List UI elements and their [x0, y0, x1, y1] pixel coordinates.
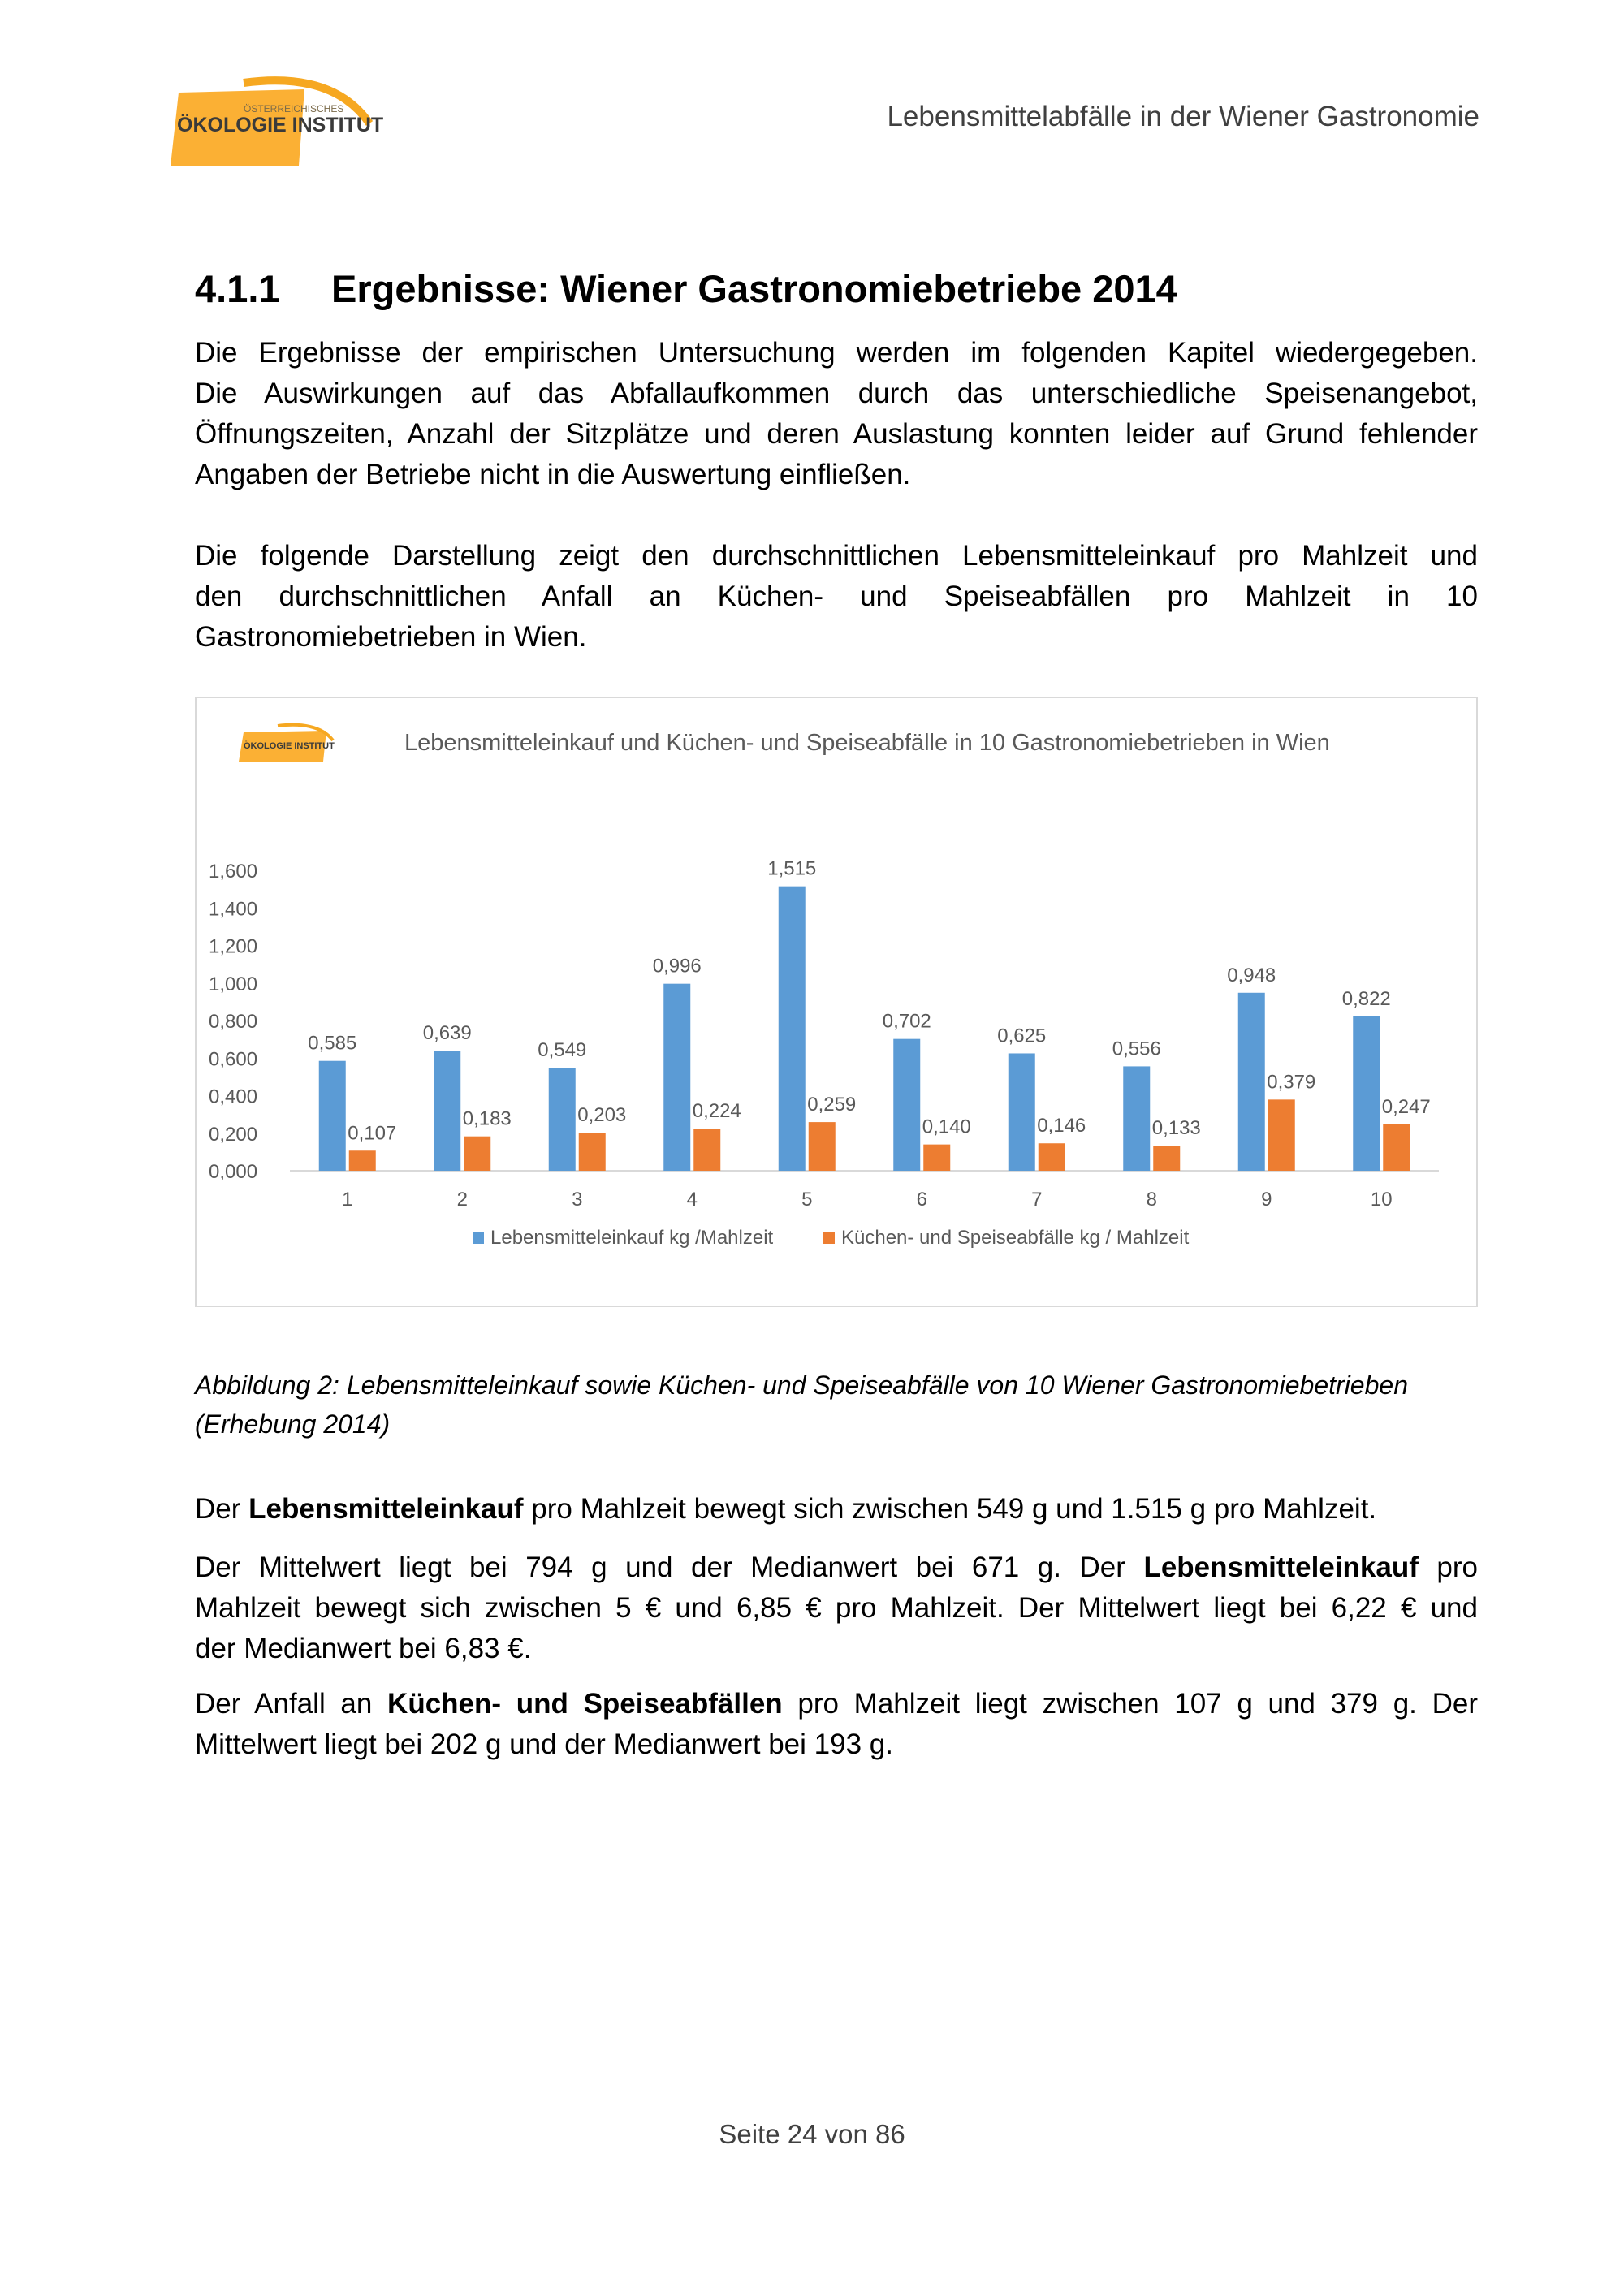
purchase-data-label: 1,515 — [767, 857, 817, 880]
caption-line: Abbildung 2: Lebensmitteleinkauf sowie Küchen- und Speiseabfälle von 10 Wiener Gastronomiebetrieben — [195, 1370, 1408, 1400]
chart-logo — [239, 725, 335, 762]
bar-chart — [197, 698, 1476, 1306]
waste-bar — [1268, 1099, 1295, 1171]
y-tick-label: 1,200 — [209, 935, 258, 958]
oekologie-institut-logo — [162, 75, 406, 172]
purchase-data-label: 0,556 — [1112, 1038, 1161, 1060]
bold-term: Lebensmitteleinkauf — [1143, 1552, 1419, 1583]
y-tick-label: 0,600 — [209, 1048, 258, 1071]
legend-swatch — [823, 1232, 835, 1244]
waste-bar — [464, 1137, 490, 1171]
waste-data-label: 0,140 — [922, 1116, 971, 1138]
paragraph-purchase-stats — [195, 1547, 1478, 1669]
chart-frame — [195, 697, 1478, 1307]
purchase-data-label: 0,996 — [652, 955, 702, 978]
waste-data-label: 0,247 — [1381, 1095, 1431, 1118]
purchase-data-label: 0,639 — [422, 1022, 472, 1045]
waste-data-label: 0,379 — [1267, 1071, 1316, 1094]
waste-data-label: 0,133 — [1151, 1117, 1201, 1140]
x-tick-label: 1 — [342, 1189, 353, 1211]
y-tick-label: 1,400 — [209, 898, 258, 921]
paragraph-line: Die Ergebnisse der empirischen Untersuchung werden im folgenden Kapitel wiedergegeben. — [195, 337, 1478, 369]
header-title: Lebensmittelabfälle in der Wiener Gastronomie — [887, 101, 1479, 132]
caption-line: (Erhebung 2014) — [195, 1409, 391, 1439]
purchase-bar — [549, 1068, 576, 1171]
bold-term: Küchen- und Speiseabfällen — [387, 1688, 783, 1720]
figure-caption — [195, 1366, 1502, 1444]
chart-legend — [473, 1227, 1190, 1249]
purchase-bar — [1238, 993, 1265, 1171]
purchase-data-label: 0,625 — [997, 1025, 1047, 1047]
legend-swatch — [473, 1232, 484, 1244]
logo-small-text: ÖSTERREICHISCHES — [244, 103, 344, 114]
chart-title: Lebensmitteleinkauf und Küchen- und Speiseabfälle in 10 Gastronomiebetrieben in Wien — [404, 730, 1330, 756]
legend-label: Lebensmitteleinkauf kg /Mahlzeit — [490, 1227, 774, 1249]
x-tick-label: 4 — [686, 1189, 698, 1211]
paragraph-line: Der Mittelwert liegt bei 794 g und der Medianwert bei 671 g. Der Lebensmitteleinkauf pro — [195, 1552, 1478, 1583]
purchase-bar — [434, 1051, 460, 1171]
plot-area — [308, 858, 1431, 1171]
waste-data-label: 0,259 — [807, 1094, 857, 1116]
y-tick-label: 1,600 — [209, 861, 258, 883]
section-number: 4.1.1 — [195, 267, 280, 310]
waste-bar — [809, 1122, 836, 1171]
paragraph-line: Der Lebensmitteleinkauf pro Mahlzeit bewegt sich zwischen 549 g und 1.515 g pro Mahlzeit. — [195, 1493, 1377, 1525]
legend-label: Küchen- und Speiseabfälle kg / Mahlzeit — [841, 1227, 1190, 1249]
purchase-data-label: 0,948 — [1227, 964, 1276, 986]
section-heading — [195, 266, 1177, 311]
x-tick-label: 6 — [916, 1189, 927, 1211]
paragraph-line: Gastronomiebetrieben in Wien. — [195, 621, 587, 653]
chart-logo-text: ÖKOLOGIE INSTITUT — [244, 741, 335, 751]
waste-bar — [349, 1150, 376, 1171]
bold-term: Lebensmitteleinkauf — [248, 1493, 524, 1525]
paragraph-line: Angaben der Betriebe nicht in die Auswertung einfließen. — [195, 459, 911, 490]
purchase-bar — [1123, 1066, 1150, 1171]
purchase-data-label: 0,549 — [538, 1039, 587, 1062]
section-title: Ergebnisse: Wiener Gastronomiebetriebe 2014 — [331, 267, 1177, 310]
page-number: Seite 24 von 86 — [719, 2119, 905, 2149]
purchase-bar — [663, 984, 690, 1171]
logo-text: ÖKOLOGIE INSTITUT — [177, 114, 384, 136]
purchase-data-label: 0,822 — [1341, 987, 1391, 1010]
paragraph-waste-stats — [195, 1684, 1478, 1765]
paragraph-line: den durchschnittlichen Anfall an Küchen- und Speiseabfällen pro Mahlzeit in 10 — [195, 580, 1478, 612]
waste-data-label: 0,146 — [1037, 1115, 1086, 1137]
waste-bar — [1039, 1143, 1065, 1171]
y-tick-label: 0,800 — [209, 1011, 258, 1033]
purchase-bar — [1009, 1053, 1035, 1171]
y-tick-label: 0,000 — [209, 1161, 258, 1183]
y-tick-label: 0,200 — [209, 1123, 258, 1146]
purchase-bar — [779, 887, 806, 1171]
waste-bar — [579, 1133, 606, 1171]
y-tick-label: 1,000 — [209, 973, 258, 995]
purchase-data-label: 0,702 — [882, 1010, 931, 1033]
paragraph-line: Der Anfall an Küchen- und Speiseabfällen pro Mahlzeit liegt zwischen 107 g und 379 g. Der — [195, 1688, 1478, 1720]
waste-bar — [923, 1145, 950, 1171]
x-tick-label: 5 — [801, 1189, 813, 1211]
x-tick-label: 7 — [1031, 1189, 1043, 1211]
x-tick-label: 2 — [456, 1189, 468, 1211]
x-tick-label: 10 — [1370, 1189, 1393, 1211]
x-axis — [342, 1189, 1393, 1211]
paragraph-purchase-range — [195, 1489, 1478, 1530]
paragraph-line: Mahlzeit bewegt sich zwischen 5 € und 6,85 € pro Mahlzeit. Der Mittelwert liegt bei 6,22 € und — [195, 1592, 1478, 1624]
waste-data-label: 0,203 — [577, 1104, 627, 1127]
purchase-bar — [319, 1061, 346, 1171]
paragraph-line: Öffnungszeiten, Anzahl der Sitzplätze und deren Auslastung konnten leider auf Grund fehlender — [195, 418, 1478, 450]
waste-bar — [1153, 1146, 1180, 1171]
y-tick-label: 0,400 — [209, 1085, 258, 1108]
purchase-data-label: 0,585 — [308, 1032, 357, 1055]
paragraph-line: Mittelwert liegt bei 202 g und der Medianwert bei 193 g. — [195, 1728, 893, 1760]
x-tick-label: 8 — [1146, 1189, 1157, 1211]
paragraph-line: der Medianwert bei 6,83 €. — [195, 1633, 532, 1664]
waste-data-label: 0,224 — [692, 1100, 741, 1123]
waste-bar — [693, 1129, 720, 1171]
waste-data-label: 0,107 — [348, 1122, 397, 1145]
purchase-bar — [893, 1039, 920, 1171]
x-tick-label: 9 — [1261, 1189, 1272, 1211]
purchase-bar — [1353, 1016, 1380, 1171]
paragraph-intro — [195, 333, 1478, 495]
paragraph-line: Die folgende Darstellung zeigt den durchschnittlichen Lebensmitteleinkauf pro Mahlzeit und — [195, 540, 1478, 572]
paragraph-chart-intro — [195, 536, 1478, 658]
waste-bar — [1383, 1124, 1410, 1171]
paragraph-line: Die Auswirkungen auf das Abfallaufkommen durch das unterschiedliche Speisenangebot, — [195, 378, 1478, 409]
waste-data-label: 0,183 — [462, 1107, 512, 1130]
x-tick-label: 3 — [572, 1189, 583, 1211]
